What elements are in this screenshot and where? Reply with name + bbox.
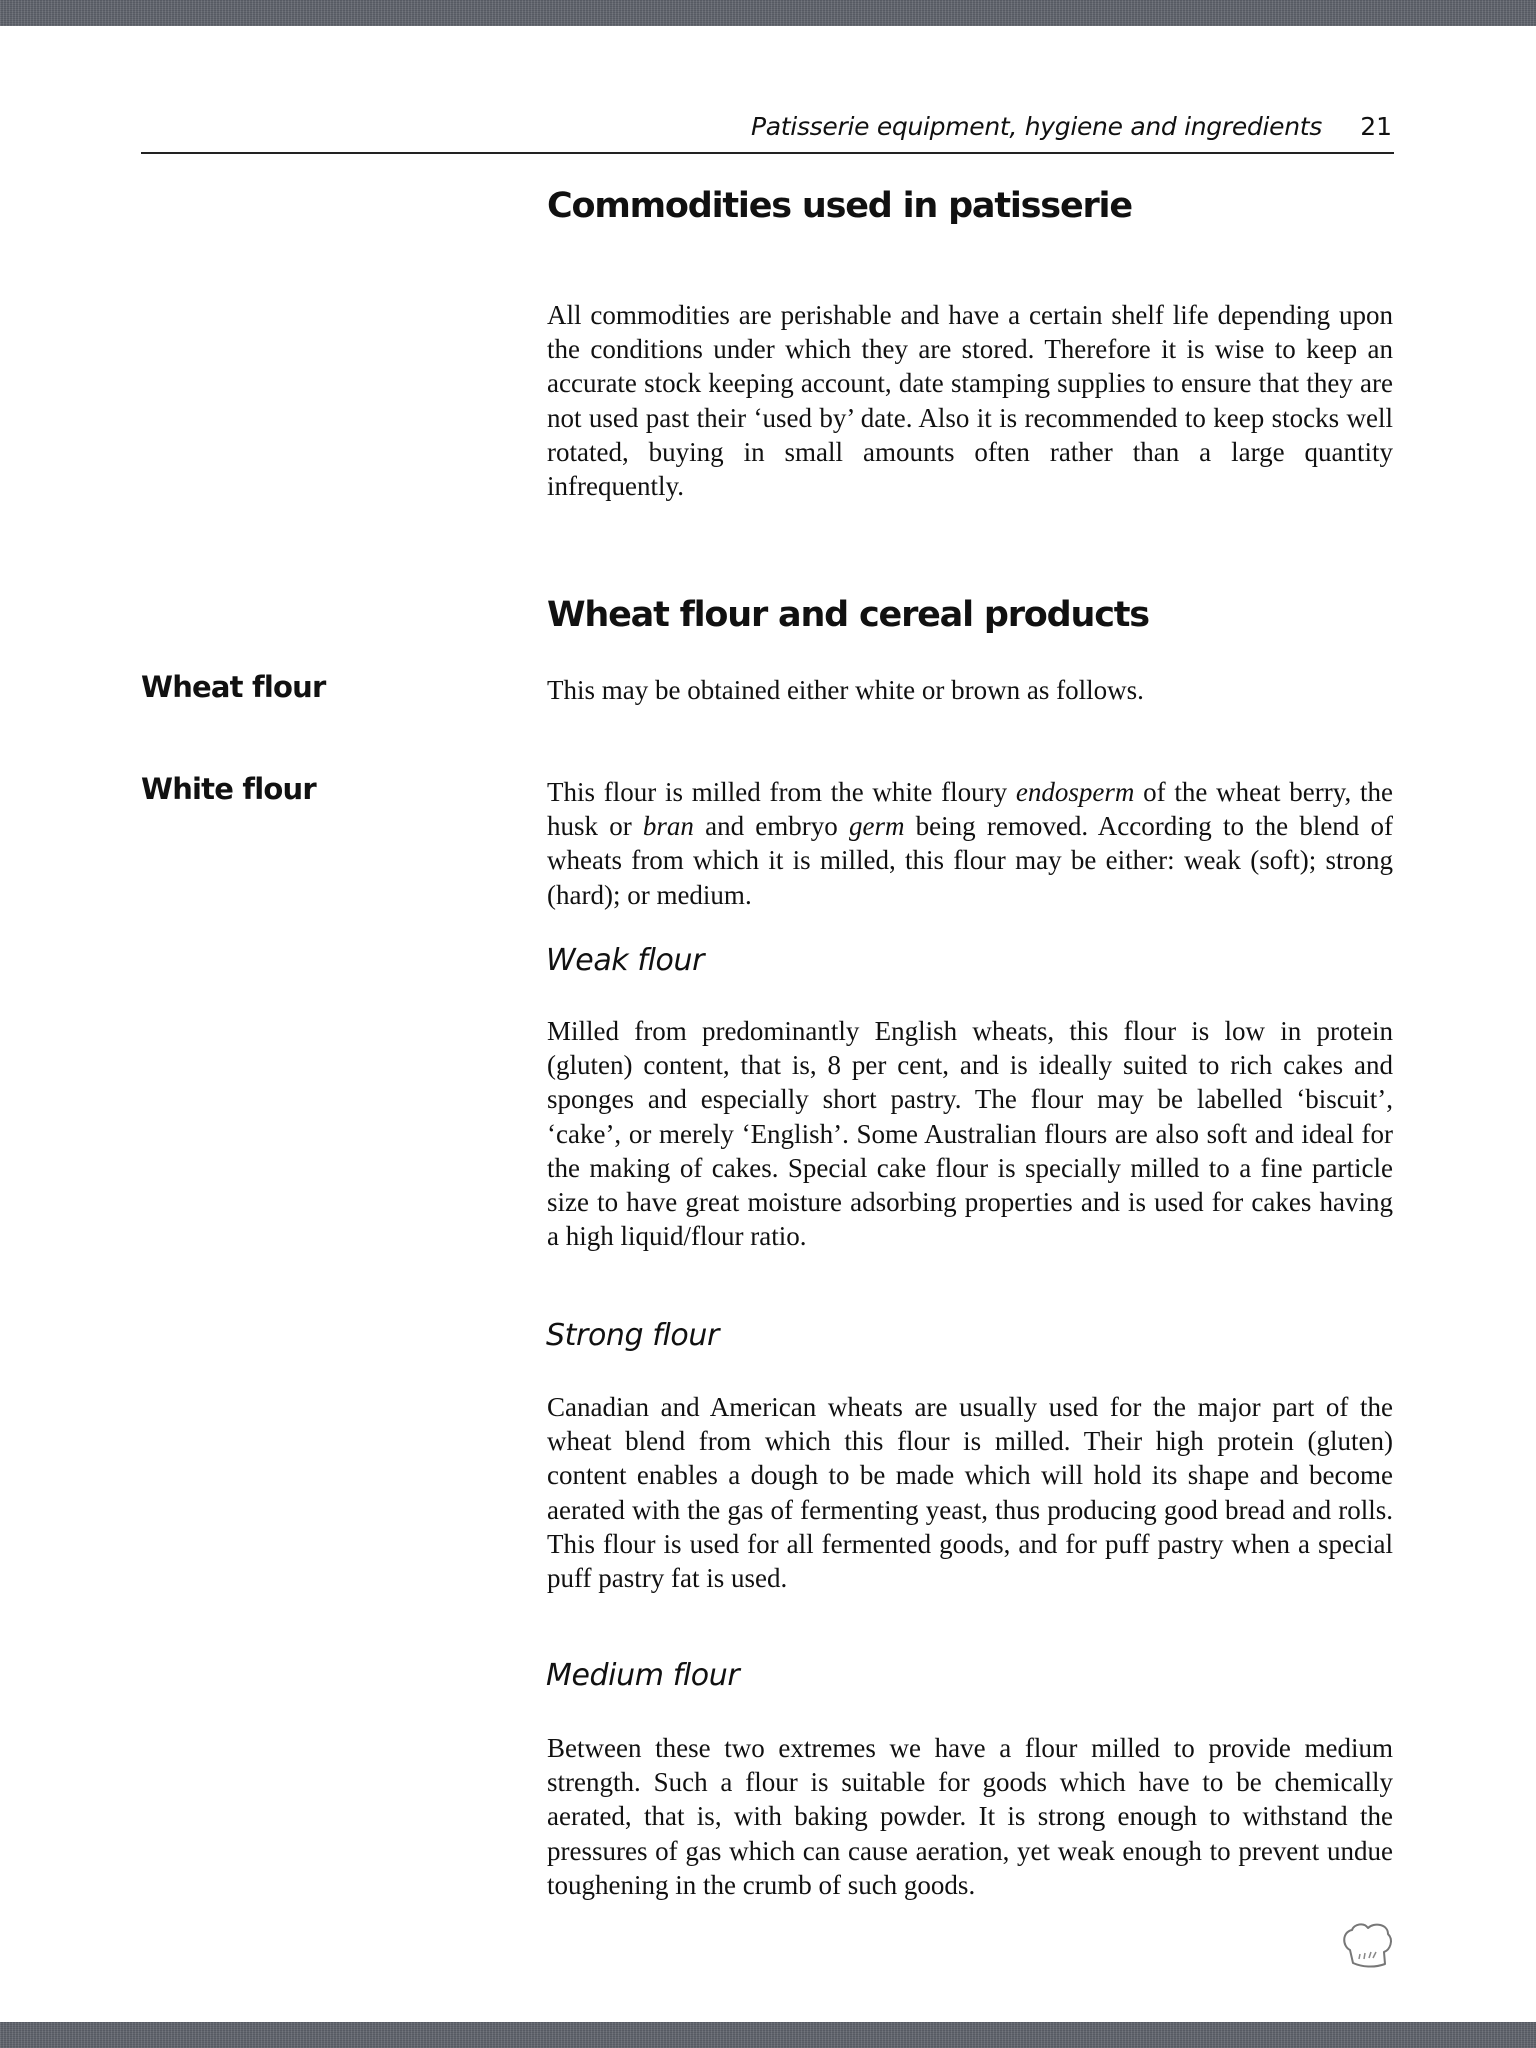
subheading-weak-flour: Weak flour bbox=[546, 943, 705, 978]
running-header bbox=[141, 110, 1394, 154]
bottom-frame-bar bbox=[0, 2022, 1536, 2048]
term-endosperm: endosperm bbox=[1015, 777, 1135, 807]
running-title: Patisserie equipment, hygiene and ingredients bbox=[751, 112, 1322, 141]
term-germ: germ bbox=[848, 811, 905, 842]
text-run: This flour is milled from the white floury bbox=[547, 777, 1016, 807]
paragraph-weak-flour: Milled from predominantly English wheats, this flour is low in protein (gluten) content, that is, 8 per cent, and is ideally suited to rich cakes and sponges and especially short pastry. The flour may be labelled ‘biscuit’, ‘cake’, or merely ‘English’. Some Australian flours are also soft and ideal for the making of cakes. Special cake flour is specially milled to a fine particle size to have great moisture adsorbing properties and is used for cakes having a high liquid/flour ratio. bbox=[547, 1016, 1393, 1252]
side-heading-wheat-flour: Wheat flour bbox=[141, 670, 326, 704]
paragraph-strong-flour: Canadian and American wheats are usually used for the major part of the wheat blend from which this flour is milled. Their high protein (gluten) content enables a dough to be made which will hold its shape and become aerated with the gas of fermenting yeast, thus producing good bread and rolls. This flour is used for all fermented goods, and for puff pastry when a special puff pastry fat is used. bbox=[547, 1392, 1393, 1594]
text-run: and embryo bbox=[693, 811, 849, 842]
text-run: being removed. According to the blend of wheats from which it is milled, this flour may be either: weak (soft); strong (hard); or medium. bbox=[547, 811, 1393, 910]
paragraph-wheat-flour: This may be obtained either white or brown as follows. bbox=[547, 675, 1144, 705]
term-bran: bran bbox=[642, 811, 694, 842]
chef-hat-icon bbox=[1338, 1920, 1398, 1970]
top-frame-bar bbox=[0, 0, 1536, 26]
text-run: of the wheat berry, the husk or bbox=[547, 777, 1393, 842]
paragraph-medium-flour: Between these two extremes we have a flour milled to provide medium strength. Such a flour is suitable for goods which have to be chemically aerated, that is, with baking powder. It is strong enough to withstand the pressures of gas which can cause aeration, yet weak enough to prevent undue toughening in the crumb of such goods. bbox=[547, 1733, 1393, 1900]
subheading-medium-flour: Medium flour bbox=[546, 1658, 740, 1693]
side-heading-white-flour: White flour bbox=[141, 772, 316, 806]
paragraph-white-flour bbox=[547, 775, 1393, 912]
subheading-strong-flour: Strong flour bbox=[546, 1318, 719, 1353]
page-number: 21 bbox=[1360, 112, 1392, 141]
section-heading-commodities: Commodities used in patisserie bbox=[547, 186, 1132, 226]
section-heading-wheat: Wheat flour and cereal products bbox=[547, 595, 1149, 635]
paragraph-commodities: All commodities are perishable and have a certain shelf life depending upon the conditions under which they are stored. Therefore it is wise to keep an accurate stock keeping account, date stamping supplies to ensure that they are not used past their ‘used by’ date. Also it is recommended to keep stocks well rotated, buying in small amounts often rather than a large quantity infrequently. bbox=[547, 300, 1393, 502]
